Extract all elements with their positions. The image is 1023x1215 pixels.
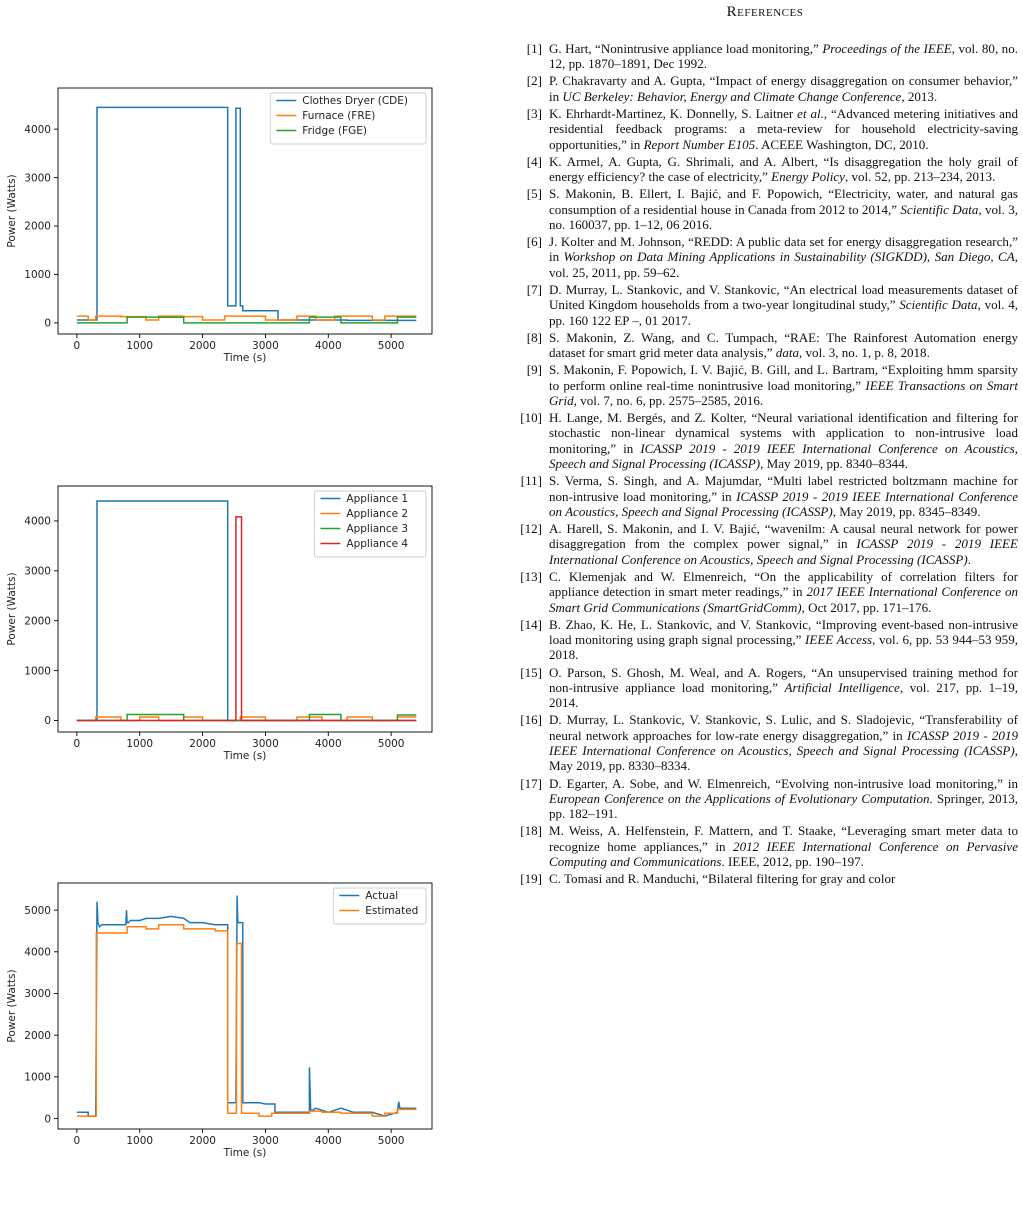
reference-text: D. Murray, L. Stankovic, and V. Stankovic, “An electrical load measurements dataset of United Kingdom households from a two-year longitudinal study,” — [549, 281, 1018, 313]
reference-venue: 2017 IEEE International Conference on Smart Grid Communications (SmartGridComm) — [549, 584, 1018, 615]
reference-text: , vol. 52, pp. 213–234, 2013. — [844, 169, 996, 185]
reference-text: . — [967, 551, 972, 567]
reference-text: K. Armel, A. Gupta, G. Shrimali, and A. Albert, “Is disaggregation the holy grail of energy efficiency? the case of electricity,” — [549, 153, 1018, 185]
x-tick-label: 2000 — [189, 340, 216, 352]
reference-text: , vol. 3, no. 160037, pp. 1–12, 06 2016. — [549, 201, 1018, 232]
y-tick-label: 2000 — [24, 1029, 51, 1042]
reference-number: [17] — [520, 775, 542, 791]
reference-item — [512, 41, 1018, 72]
reference-item — [512, 521, 1018, 567]
reference-item — [512, 712, 1018, 773]
reference-text: D. Egarter, A. Sobe, and W. Elmenreich, “Evolving non-intrusive load monitoring,” in — [549, 775, 1018, 791]
x-tick-label: 4000 — [314, 340, 342, 352]
y-tick-label: 0 — [44, 317, 51, 330]
reference-text: J. Kolter and M. Johnson, “REDD: A public data set for energy disaggregation research,” in — [549, 234, 1018, 265]
reference-text: , 2013. — [901, 88, 938, 104]
reference-text: C. Klemenjak and W. Elmenreich, “On the applicability of correlation filters for appliance detection in smart meter readings,” in — [549, 568, 1018, 600]
reference-number: [14] — [520, 616, 542, 632]
reference-number: [16] — [520, 712, 542, 728]
x-axis-label: Time (s) — [223, 750, 267, 762]
reference-item — [512, 823, 1018, 869]
reference-text: S. Makonin, F. Popowich, I. V. Bajić, B. Gill, and L. Bartram, “Exploiting hmm sparsity to perform online real-time nonintrusive load monitoring,” — [549, 362, 1018, 393]
legend-label: Appliance 4 — [346, 538, 409, 550]
x-tick-label: 5000 — [377, 340, 405, 352]
reference-text: , “Advanced metering initiatives and residential feedback programs: a meta-review for household electricity-saving opportunities,” in — [549, 105, 1018, 152]
reference-item — [512, 665, 1018, 711]
reference-item — [512, 186, 1018, 232]
reference-venue: Report Number E105 — [643, 136, 756, 152]
x-tick-label: 0 — [73, 1135, 81, 1147]
legend — [314, 491, 426, 557]
reference-text: , vol. 80, no. 12, pp. 1870–1891, Dec 1992. — [549, 41, 1018, 72]
reference-text: . IEEE, 2012, pp. 190–197. — [721, 854, 864, 870]
reference-venue: IEEE Access — [805, 632, 873, 648]
reference-text: C. Tomasi and R. Manduchi, “Bilateral filtering for gray and color — [549, 871, 896, 887]
legend-label: Estimated — [365, 905, 419, 917]
reference-text: H. Lange, M. Bergés, and Z. Kolter, “Neural variational identification and filtering for stochastic non-linear dynamical systems with application to non-intrusive load monitoring,” in — [549, 410, 1018, 456]
reference-text: B. Zhao, K. He, L. Stankovic, and V. Stankovic, “Improving event-based non-intrusive load monitoring using graph signal processing,” — [549, 616, 1018, 648]
x-tick-label: 1000 — [126, 1135, 154, 1147]
y-tick-label: 1000 — [24, 665, 51, 678]
reference-text: P. Chakravarty and A. Gupta, “Impact of energy disaggregation on consumer behavior,” in — [549, 73, 1018, 104]
reference-number: [9] — [526, 362, 542, 378]
legend-label: Fridge (FGE) — [302, 125, 367, 137]
x-tick-label: 1000 — [126, 738, 154, 750]
legend — [270, 93, 426, 144]
x-tick-label: 1000 — [126, 340, 154, 352]
reference-text: S. Makonin, B. Ellert, I. Bajić, and F. Popowich, “Electricity, water, and natural gas consumption of a residential house in Canada from 2012 to 2014,” — [549, 186, 1018, 217]
reference-text: G. Hart, “Nonintrusive appliance load monitoring,” — [549, 41, 823, 56]
y-tick-label: 3000 — [24, 988, 51, 1001]
reference-number: [1] — [526, 41, 542, 56]
chart-actual-vs-estimated — [0, 865, 470, 1185]
reference-item — [512, 73, 1018, 104]
reference-item — [512, 234, 1018, 280]
reference-text: O. Parson, S. Ghosh, M. Weal, and A. Rogers, “An unsupervised training method for non-intrusive appliance load monitoring,” — [549, 664, 1018, 695]
reference-item — [512, 871, 1018, 886]
reference-venue: 2012 IEEE International Conference on Pervasive Computing and Communications — [549, 838, 1018, 870]
reference-text: , vol. 217, pp. 1–19, 2014. — [549, 679, 1018, 711]
reference-number: [3] — [526, 105, 542, 121]
y-axis-label: Power (Watts) — [6, 572, 18, 646]
x-tick-label: 0 — [73, 738, 81, 750]
reference-venue: UC Berkeley: Behavior, Energy and Climate Change Conference — [562, 88, 902, 104]
legend — [333, 888, 426, 924]
reference-venue: ICASSP 2019 - 2019 IEEE International Conference on Acoustics, Speech and Signal Processing (ICASSP) — [549, 536, 1018, 567]
y-tick-label: 3000 — [24, 565, 51, 578]
legend-label: Actual — [365, 890, 399, 902]
reference-venue: Scientific Data — [899, 297, 978, 313]
reference-venue: ICASSP 2019 - 2019 IEEE International Conference on Acoustics, Speech and Signal Processing (ICASSP) — [549, 727, 1018, 759]
reference-text: . Springer, 2013, pp. 182–191. — [549, 790, 1019, 822]
x-tick-label: 3000 — [252, 738, 279, 750]
reference-number: [12] — [520, 521, 542, 537]
series-line — [77, 925, 416, 1116]
reference-text: , Oct 2017, pp. 171–176. — [801, 599, 932, 615]
reference-item — [512, 569, 1018, 615]
reference-venue: et al. — [797, 105, 824, 121]
y-tick-label: 1000 — [24, 269, 51, 282]
reference-text: , vol. 3, no. 1, p. 8, 2018. — [799, 345, 930, 361]
reference-venue: IEEE Transactions on Smart Grid — [549, 377, 1018, 408]
references-heading: References — [726, 4, 804, 20]
reference-venue: Energy Policy — [771, 169, 845, 185]
x-tick-label: 4000 — [314, 1135, 342, 1147]
reference-text: . ACEEE Washington, DC, 2010. — [755, 136, 929, 152]
reference-number: [15] — [520, 664, 542, 680]
legend-label: Furnace (FRE) — [302, 110, 376, 122]
x-tick-label: 3000 — [252, 1135, 279, 1147]
y-tick-label: 4000 — [24, 515, 51, 528]
reference-number: [4] — [526, 153, 542, 169]
reference-number: [5] — [526, 186, 542, 202]
references-section — [512, 4, 1018, 888]
reference-number: [10] — [520, 410, 542, 426]
reference-item — [512, 617, 1018, 663]
reference-text: K. Ehrhardt-Martinez, K. Donnelly, S. Laitner — [549, 105, 798, 121]
x-tick-label: 5000 — [377, 1135, 405, 1147]
reference-text: , May 2019, pp. 8330–8334. — [549, 743, 1018, 774]
reference-text: M. Weiss, A. Helfenstein, F. Mattern, and T. Staake, “Leveraging smart meter data to recognize home appliances,” in — [549, 823, 1018, 854]
reference-text: D. Murray, L. Stankovic, V. Stankovic, S. Lulic, and S. Sladojevic, “Transferability of neural network approaches for low-rate energy disaggregation,” in — [549, 712, 1018, 743]
reference-number: [6] — [526, 234, 542, 250]
reference-text: S. Verma, S. Singh, and A. Majumdar, “Multi label restricted boltzmann machine for non-intrusive load monitoring,” in — [549, 473, 1018, 504]
y-tick-label: 4000 — [24, 123, 51, 136]
reference-venue: Proceedings of the IEEE — [822, 41, 952, 56]
y-tick-label: 0 — [44, 715, 51, 728]
reference-item — [512, 473, 1018, 519]
reference-item — [512, 154, 1018, 185]
reference-item — [512, 282, 1018, 328]
reference-venue: ICASSP 2019 - 2019 IEEE International Conference on Acoustics, Speech and Signal Processing (ICASSP) — [549, 488, 1018, 519]
y-tick-label: 5000 — [24, 904, 51, 917]
figure-column — [0, 0, 470, 1215]
reference-venue: Artificial Intelligence — [784, 679, 900, 695]
reference-venue: data — [775, 345, 799, 361]
y-tick-label: 2000 — [24, 615, 51, 628]
legend-label: Clothes Dryer (CDE) — [302, 95, 408, 107]
x-tick-label: 3000 — [252, 340, 279, 352]
chart-appliance-clusters — [0, 468, 470, 788]
reference-number: [7] — [526, 281, 542, 297]
x-tick-label: 2000 — [189, 1135, 216, 1147]
reference-item — [512, 362, 1018, 408]
y-tick-label: 3000 — [24, 172, 51, 185]
x-tick-label: 4000 — [314, 738, 342, 750]
reference-text: A. Harell, S. Makonin, and I. V. Bajić, “wavenilm: A causal neural network for power disaggregation from the complex power signal,” in — [549, 521, 1018, 552]
reference-venue: European Conference on the Applications of Evolutionary Computation — [549, 790, 930, 806]
reference-text: , vol. 25, 2011, pp. 59–62. — [549, 249, 1018, 280]
reference-item — [512, 776, 1018, 822]
y-axis-label: Power (Watts) — [6, 969, 18, 1043]
legend-label: Appliance 3 — [346, 523, 409, 535]
reference-number: [2] — [526, 73, 542, 89]
x-axis-label: Time (s) — [223, 352, 267, 364]
reference-text: , vol. 7, no. 6, pp. 2575–2585, 2016. — [573, 392, 764, 408]
reference-number: [18] — [520, 823, 542, 839]
y-tick-label: 2000 — [24, 220, 51, 233]
reference-text: , May 2019, pp. 8345–8349. — [832, 503, 981, 519]
reference-number: [8] — [526, 329, 542, 345]
reference-list — [512, 41, 1018, 887]
reference-item — [512, 106, 1018, 152]
reference-text: , May 2019, pp. 8340–8344. — [760, 456, 908, 472]
y-tick-label: 0 — [44, 1113, 51, 1126]
x-tick-label: 2000 — [189, 738, 216, 750]
y-tick-label: 4000 — [24, 946, 51, 959]
x-tick-label: 0 — [73, 340, 81, 352]
reference-number: [13] — [520, 568, 542, 584]
x-axis-label: Time (s) — [223, 1147, 267, 1159]
reference-venue: Scientific Data — [900, 201, 979, 217]
reference-item — [512, 410, 1018, 471]
reference-number: [19] — [520, 871, 542, 887]
reference-text: , vol. 6, pp. 53 944–53 959, 2018. — [549, 632, 1018, 663]
reference-venue: ICASSP 2019 - 2019 IEEE International Conference on Acoustics, Speech and Signal Processing (ICASSP) — [549, 440, 1018, 472]
x-tick-label: 5000 — [377, 738, 405, 750]
reference-number: [11] — [520, 473, 542, 489]
reference-text: S. Makonin, Z. Wang, and C. Tumpach, “RAE: The Rainforest Automation energy dataset for smart grid meter data analysis,” — [549, 329, 1018, 361]
legend-label: Appliance 2 — [346, 508, 409, 520]
chart-appliance-ground-truth — [0, 70, 470, 390]
reference-text: , vol. 4, pp. 160 122 EP –, 01 2017. — [549, 297, 1018, 328]
y-axis-label: Power (Watts) — [6, 174, 18, 248]
y-tick-label: 1000 — [24, 1071, 51, 1084]
legend-label: Appliance 1 — [346, 493, 409, 505]
reference-venue: Workshop on Data Mining Applications in Sustainability (SIGKDD), San Diego, CA — [563, 249, 1015, 265]
reference-item — [512, 330, 1018, 361]
